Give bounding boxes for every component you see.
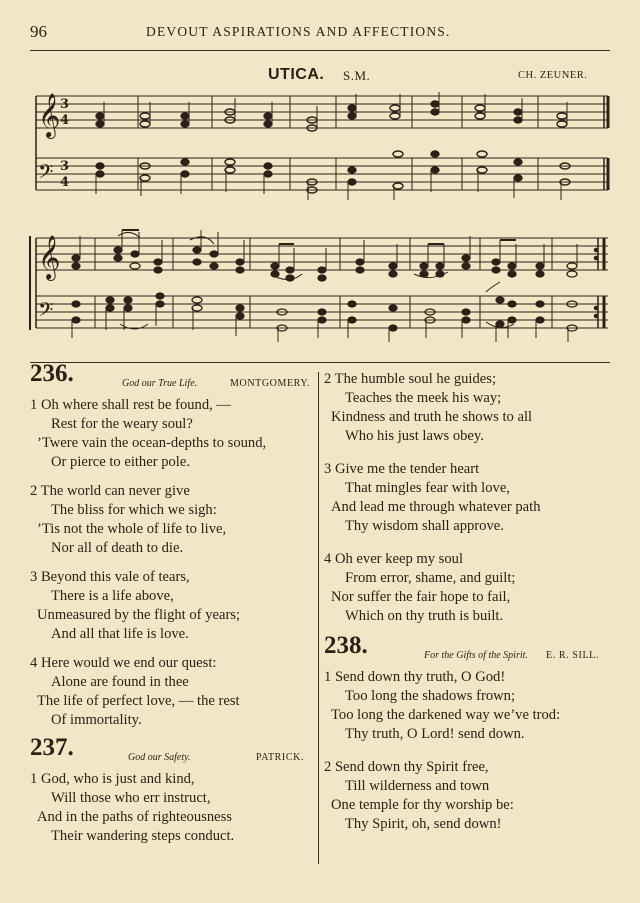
verse-line: Will those who err instruct, xyxy=(51,790,211,806)
svg-text:𝄞: 𝄞 xyxy=(38,93,61,137)
verse-line: ’Tis not the whole of life to live, xyxy=(37,521,227,537)
note-heads-s2 xyxy=(72,247,577,331)
page-header xyxy=(30,22,610,46)
stanza xyxy=(324,460,614,536)
verse-line: Nor suffer the fair hope to fail, xyxy=(331,589,511,605)
tune-title-row xyxy=(0,66,640,86)
hymn-number: 237. xyxy=(30,734,74,761)
header-rule xyxy=(30,50,610,51)
svg-text:3: 3 xyxy=(60,159,70,174)
verse-line: Nor all of death to die. xyxy=(51,540,184,556)
verse-line: 3 Give me the tender heart xyxy=(324,461,480,477)
hymn-number: 236. xyxy=(30,360,74,387)
verse-line: 2 Send down thy Spirit free, xyxy=(324,759,489,775)
hymn-header xyxy=(324,632,614,668)
verse-line: 3 Beyond this vale of tears, xyxy=(30,569,190,585)
verse-line: And all that life is love. xyxy=(51,626,189,642)
music-system-1 xyxy=(0,88,640,203)
verse-line: Unmeasured by the flight of years; xyxy=(37,607,241,623)
hymn-number: 238. xyxy=(324,632,368,659)
music-system-2 xyxy=(0,226,640,346)
verse-line: And in the paths of righteousness xyxy=(37,809,232,825)
bass-clef xyxy=(38,160,53,188)
verse-line: Till wilderness and town xyxy=(345,778,490,794)
stanza xyxy=(30,396,314,472)
verse-line: Teaches the meek his way; xyxy=(345,390,502,406)
verse-line: Thy Spirit, oh, send down! xyxy=(345,816,502,832)
verse-line: Too long the darkened way we’ve trod: xyxy=(331,707,561,723)
running-head: DEVOUT ASPIRATIONS AND AFFECTIONS. xyxy=(146,24,451,39)
tune-name: UTICA. xyxy=(268,66,325,83)
verse-line: Rest for the weary soul? xyxy=(51,416,193,432)
verse-line: 2 The world can never give xyxy=(30,483,190,499)
svg-text:4: 4 xyxy=(60,113,70,128)
stanza xyxy=(324,668,614,744)
verse-line: And lead me through whatever path xyxy=(331,499,541,515)
svg-text:𝄢: 𝄢 xyxy=(38,160,54,188)
column-divider xyxy=(318,372,319,864)
stanza xyxy=(30,482,314,558)
page-number: 96 xyxy=(30,22,47,41)
note-heads-s1 xyxy=(96,101,570,193)
verse-line: 1 God, who is just and kind, xyxy=(30,771,195,787)
hymn-header xyxy=(30,734,314,770)
verse-line: 4 Oh ever keep my soul xyxy=(324,551,464,567)
verse-line: Thy truth, O Lord! send down. xyxy=(345,726,525,742)
verse-line: From error, shame, and guilt; xyxy=(345,570,516,586)
verse-line: Kindness and truth he shows to all xyxy=(331,409,533,425)
verse-line: Or pierce to either pole. xyxy=(51,454,190,470)
tune-meter: S.M. xyxy=(343,68,371,83)
hymn-subtitle: For the Gifts of the Spirit. xyxy=(424,650,528,661)
verse-line: Which on thy truth is built. xyxy=(345,608,504,624)
verse-line: 1 Send down thy truth, O God! xyxy=(324,669,506,685)
stanza xyxy=(30,770,314,846)
verse-line: ’Twere vain the ocean-depths to sound, xyxy=(37,435,267,451)
verse-line: Too long the shadows frown; xyxy=(345,688,516,704)
bass-clef xyxy=(38,298,53,326)
verse-line: Of immortality. xyxy=(51,712,142,728)
verse-line: Alone are found in thee xyxy=(51,674,189,690)
verse-line: One temple for thy worship be: xyxy=(331,797,514,813)
hymn-author: MONTGOMERY. xyxy=(230,378,311,389)
svg-text:𝄢: 𝄢 xyxy=(38,298,54,326)
hymn-author: PATRICK. xyxy=(256,752,305,763)
verse-line: Their wandering steps conduct. xyxy=(51,828,235,844)
stanza xyxy=(324,370,614,446)
hymn-author: E. R. SILL. xyxy=(546,650,599,661)
verse-line: That mingles fear with love, xyxy=(345,480,510,496)
verse-line: 2 The humble soul he guides; xyxy=(324,371,496,387)
svg-text:3: 3 xyxy=(60,97,70,112)
verse-line: The life of perfect love, — the rest xyxy=(37,693,240,709)
verse-line: There is a life above, xyxy=(51,588,174,604)
hymn-subtitle: God our Safety. xyxy=(128,752,191,763)
verse-line: 1 Oh where shall rest be found, — xyxy=(30,397,232,413)
stanza xyxy=(30,654,314,730)
tune-composer: CH. ZEUNER. xyxy=(518,70,588,81)
right-column xyxy=(324,370,614,844)
music-rule xyxy=(30,362,610,363)
verse-line: Who his just laws obey. xyxy=(345,428,484,444)
stanza xyxy=(324,550,614,626)
svg-text:4: 4 xyxy=(60,175,70,190)
verse-line: Thy wisdom shall approve. xyxy=(345,518,504,534)
svg-text:𝄞: 𝄞 xyxy=(38,235,61,279)
hymn-header xyxy=(30,360,314,396)
hymn-subtitle: God our True Life. xyxy=(122,378,198,389)
verse-line: 4 Here would we end our quest: xyxy=(30,655,217,671)
treble-clef xyxy=(38,235,60,281)
stanza xyxy=(30,568,314,644)
treble-clef xyxy=(38,93,60,139)
left-column xyxy=(30,360,314,856)
stanza xyxy=(324,758,614,834)
verse-line: The bliss for which we sigh: xyxy=(51,502,217,518)
